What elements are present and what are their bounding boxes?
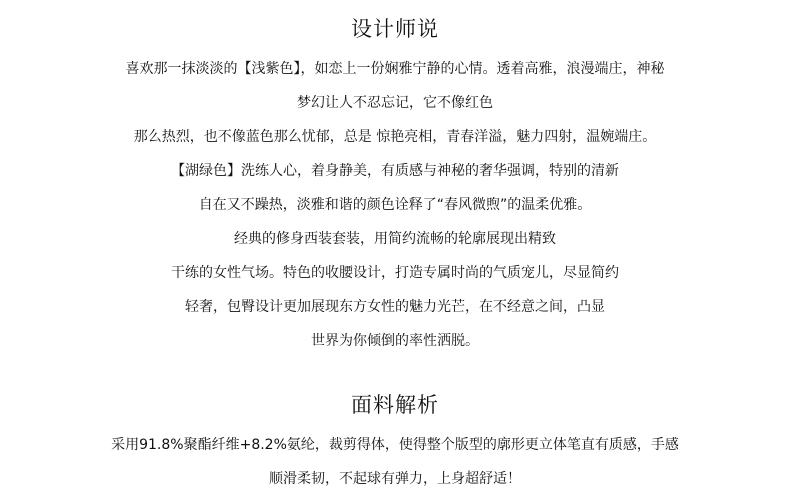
- designer-notes-line: 【湖绿色】洗练人心，着身静美，有质感与神秘的奢华强调，特别的清新: [171, 163, 619, 179]
- designer-notes-line: 轻奢，包臀设计更加展现东方女性的魅力光芒，在不经意之间，凸显: [185, 299, 605, 315]
- designer-notes-line: 自在又不躁热，淡雅和谐的颜色诠释了“春风微煦”的温柔优雅。: [198, 197, 592, 213]
- designer-notes-line: 那么热烈，也不像蓝色那么忧郁，总是 惊艳亮相，青春洋溢，魅力四射，温婉端庄。: [133, 129, 657, 145]
- designer-notes-line: 梦幻让人不忍忘记，它不像红色: [297, 95, 493, 111]
- designer-notes-line: 世界为你倾倒的率性洒脱。: [311, 333, 479, 349]
- designer-notes-line: 干练的女性气场。特色的收腰设计，打造专属时尚的气质宠儿，尽显简约: [171, 265, 619, 281]
- fabric-analysis-section: [0, 390, 790, 496]
- fabric-analysis-line: 顺滑柔韧，不起球有弹力，上身超舒适！: [269, 471, 521, 487]
- designer-notes-line: 经典的修身西装套装，用简约流畅的轮廓展现出精致: [234, 231, 556, 247]
- designer-notes-title: 设计师说: [351, 17, 439, 41]
- designer-notes-section: [0, 14, 790, 358]
- designer-notes-line: 喜欢那一抹淡淡的【浅紫色】，如恋上一份娴雅宁静的心情。透着高雅，浪漫端庄，神秘: [125, 61, 665, 77]
- fabric-analysis-line: 采用91.8%聚酯纤维+8.2%氨纶，裁剪得体，使得整个版型的廓形更立体笔直有质感，手感: [111, 437, 679, 453]
- fabric-analysis-title: 面料解析: [351, 393, 439, 417]
